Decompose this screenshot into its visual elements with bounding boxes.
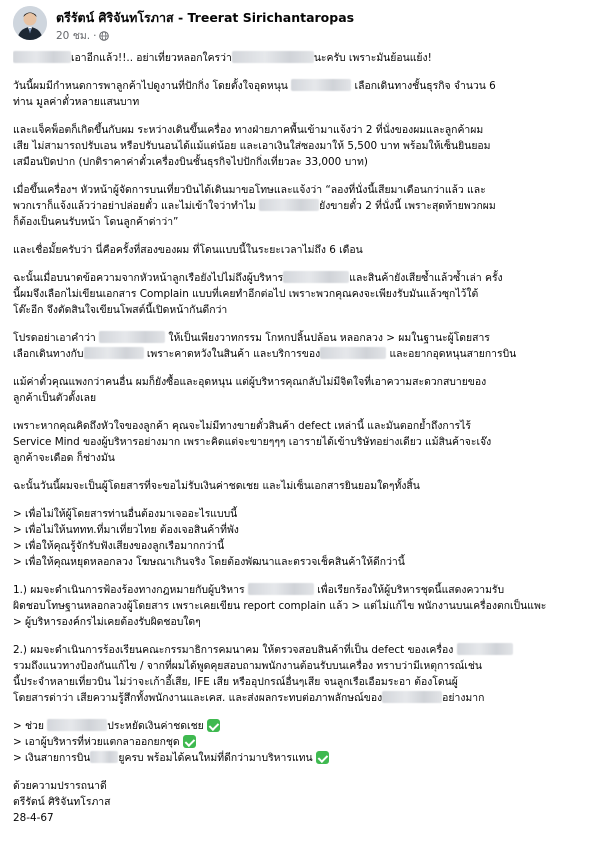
demands-list bbox=[13, 718, 595, 766]
text-line: โต๊ะอีก จึงตัดสินใจเขียนโพสต์นี้เปิดหน้ากันดีกว่า bbox=[13, 304, 228, 316]
text-line bbox=[13, 78, 595, 94]
text-segment: เลือกเดินทางกับ bbox=[13, 348, 84, 360]
author-name[interactable]: ตรีรัตน์ ศิริจันทโรภาส - Treerat Sirichantaropas bbox=[56, 10, 355, 25]
redacted-text bbox=[47, 719, 107, 731]
paragraph-rhetoric bbox=[13, 330, 595, 362]
paragraph-expensive bbox=[13, 374, 595, 406]
text-segment: นะครับ เพราะมันย้อนแย้ง! bbox=[313, 52, 432, 64]
list-item bbox=[13, 718, 595, 734]
text-segment: อย่างมาก bbox=[442, 692, 485, 704]
paragraph-service-mind bbox=[13, 418, 595, 466]
text-segment: โปรดอย่าเอาคำว่า bbox=[13, 332, 96, 344]
text-segment: โดยสารด่าว่า เสียความรู้สึกทั้งพนักงานและเคส. และส่งผลกระทบต่อภาพลักษณ์ของ bbox=[13, 692, 383, 704]
text-line: นี้ผมจึงเลือกไม่เขียนเอกสาร Complain แบบที่เคยทำอีกต่อไป เพราะพวกคุณคงจะเพียงรับมันแล้วซุกไว้ใต้ bbox=[13, 288, 479, 300]
paragraph-petition bbox=[13, 642, 595, 706]
text-line: แม้ค่าตั๋วคุณแพงกว่าคนอื่น ผมก็ยังซื้อและอุดหนุน แต่ผู้บริหารคุณกลับไม่มีจิตใจที่เอาความสะดวกสบายของ bbox=[13, 376, 487, 388]
meta-separator: · bbox=[93, 29, 97, 42]
check-mark-icon bbox=[183, 735, 196, 748]
redacted-text bbox=[232, 51, 314, 63]
paragraph-jackpot bbox=[13, 122, 595, 170]
text-line: ท่าน มูลค่าตั๋วหลายแสนบาท bbox=[13, 96, 140, 108]
text-line: ผิดชอบโทษฐานหลอกลวงผู้โดยสาร เพราะเคยเขียน report complain แล้ว > แต่ไม่แก้ไข พนักงานบนเครื่องตกเป็นแพะ bbox=[13, 600, 547, 612]
text-segment: เพื่อเรียกร้องให้ผู้บริหารชุดนี้แสดงความรับ bbox=[317, 584, 505, 596]
text-segment: พวกเราก็แจ้งแล้วว่าอย่าปล่อยตั๋ว และไม่เข้าใจว่าทำไม bbox=[13, 200, 256, 212]
text-line bbox=[13, 582, 595, 598]
text-line bbox=[13, 642, 595, 658]
list-item bbox=[13, 734, 595, 750]
post-meta bbox=[56, 27, 109, 44]
redacted-text bbox=[90, 751, 118, 763]
paragraph-crew-apology bbox=[13, 182, 595, 230]
text-line: รวมถึงแนวทางป้องกันแก้ไข / จากที่ผมได้พูดคุยสอบถามพนักงานต้อนรับบนเครื่อง ทราบว่ามีเหตุการณ์เช่น bbox=[13, 660, 483, 672]
text-segment: ฉะนั้นเมื่อบนาดข้อความจากหัวหน้าลูกเรือยังไปไม่ถึงผู้บริหาร bbox=[13, 272, 284, 284]
text-segment: เพราะคาดหวังในสินค้า และบริการของ bbox=[146, 348, 321, 360]
text-line: และแจ็คพ็อตก็เกิดขึ้นกับผม ระหว่างเดินขึ้นเครื่อง ทางฝ่ายภาคพื้นเข้ามาแจ้งว่า 2 ที่นั่งของผมและลูกค้าผม bbox=[13, 124, 484, 136]
text-line: ก็ต้องเป็นคนรับหน้า โดนลูกค้าด่าว่า” bbox=[13, 216, 179, 228]
text-segment: และอยากอุดหนุนสายการบิน bbox=[389, 348, 517, 360]
signoff bbox=[13, 778, 595, 826]
text-segment: ยังขายตั๋ว 2 ที่นั่งนี้ เพราะสุดท้ายพวกผม bbox=[319, 200, 496, 212]
author-avatar[interactable] bbox=[13, 6, 47, 40]
text-segment: ประหยัดเงินค่าชดเชย bbox=[107, 720, 204, 732]
redacted-text bbox=[457, 643, 513, 655]
text-line: > ผู้บริหารองค์กรไม่เคยต้องรับผิดชอบใดๆ bbox=[13, 616, 201, 628]
text-line: เสีย ไม่สามารถปรับเอน หรือปรับนอนได้แม้แต่น้อย และเอาเงินใส่ซองมาให้ 5,500 บาท พร้อมให้เซ็นยินยอม bbox=[13, 140, 491, 152]
reasons-list bbox=[13, 506, 595, 570]
text-segment: 2.) ผมจะดำเนินการร้องเรียนคณะกรรมาธิการคมนาคม ให้ตรวจสอบสินค้าที่เป็น defect ของเครื่อง bbox=[13, 644, 454, 656]
text-segment: > เอาผู้บริหารที่ห่วยแตกลาออกยกชุด bbox=[13, 736, 180, 748]
redacted-text bbox=[259, 199, 319, 211]
text-line: ฉะนั้นวันนี้ผมจะเป็นผู้โดยสารที่จะขอไม่รับเงินค่าชดเชย และไม่เซ็นเอกสารยินยอมใดๆทั้งสิ้น bbox=[13, 480, 420, 492]
paragraph-trip bbox=[13, 78, 595, 110]
text-line: ลูกค้าเป็นตัวตั้งเลย bbox=[13, 392, 97, 404]
text-segment: > ช่วย bbox=[13, 720, 44, 732]
paragraph-intro bbox=[13, 50, 595, 66]
redacted-text bbox=[248, 583, 314, 595]
post-time[interactable]: 20 ชม. bbox=[56, 30, 91, 42]
text-segment: > เงินสายการบิน bbox=[13, 752, 91, 764]
text-segment: ให้เป็นเพียงวาทกรรม โกหกปลิ้นปล้อน หลอกลวง > ผมในฐานะผู้โดยสาร bbox=[168, 332, 490, 344]
post-body bbox=[13, 50, 595, 829]
text-segment: ยูครบ พร้อมได้คนใหม่ที่ดีกว่ามาบริหารแทน bbox=[118, 752, 313, 764]
avatar-photo-icon bbox=[13, 6, 47, 40]
text-line bbox=[13, 198, 595, 214]
list-item: > เพื่อให้คุณรู้จักรับฟังเสียงของลูกเรือมากกว่านี้ bbox=[13, 540, 225, 552]
text-line: และเชื่อมั้ยครับว่า นี่คือครั้งที่สองของผม ที่โดนแบบนี้ในระยะเวลาไม่ถึง 6 เดือน bbox=[13, 244, 363, 256]
text-line: นี้ประจำหลายเที่ยวบิน ไม่ว่าจะเก้าอี้เสีย, IFE เสีย หรืออุปกรณ์อื่นๆเสีย จนลูกเรือเอือมระอา ต้องโดนผู้ bbox=[13, 676, 458, 688]
text-line: ลูกค้าจะเดือด ก็ช่างมัน bbox=[13, 452, 115, 464]
text-line: เสมือนปิดปาก (ปกติราคาค่าตั๋วเครื่องบินชั้นธุรกิจไปปักกิ่งเที่ยวละ 33,000 บาท) bbox=[13, 156, 368, 168]
text-line bbox=[13, 690, 595, 706]
text-line bbox=[13, 346, 595, 362]
list-item: > เพื่อไม่ให้นททท.ที่มาเที่ยวไทย ต้องเจอสินค้าที่พัง bbox=[13, 524, 239, 536]
text-segment: และสินค้ายังเสียซ้ำแล้วซ้ำเล่า ครั้ง bbox=[349, 272, 503, 284]
text-line: เพราะหากคุณคิดถึงหัวใจของลูกค้า คุณจะไม่มีทางขายตั๋วสินค้า defect เหล่านี้ และมันตอกย้ำถึงการไร้ bbox=[13, 420, 471, 432]
text-line: เมื่อขึ้นเครื่องฯ หัวหน้าผู้จัดการบนเที่ยวบินได้เดินมาขอโทษและแจ้งว่า “ลองที่นั่งนี้เสียมาเดือนกว่าแล้ว และ bbox=[13, 184, 486, 196]
text-line bbox=[13, 330, 595, 346]
redacted-text bbox=[382, 691, 442, 703]
signoff-name: ตรีรัตน์ ศิริจันทโรภาส bbox=[13, 796, 111, 808]
signoff-date: 28-4-67 bbox=[13, 812, 54, 824]
text-line: Service Mind ของผู้บริหารอย่างมาก เพราะคิดแต่จะขายๆๆๆ เอารายได้เข้าบริษัทอย่างเดียว แม้สินค้าจะเจ๊ง bbox=[13, 436, 492, 448]
signoff-greeting: ด้วยความปรารถนาดี bbox=[13, 780, 107, 792]
list-item bbox=[13, 750, 595, 766]
globe-icon[interactable] bbox=[99, 31, 109, 41]
check-mark-icon bbox=[207, 719, 220, 732]
text-line bbox=[13, 270, 595, 286]
text-segment: เอาอีกแล้ว!!.. อย่าเที่ยวหลอกใครว่า bbox=[71, 52, 232, 64]
text-line bbox=[13, 50, 595, 66]
list-item: > เพื่อให้คุณหยุดหลอกลวง โฆษณาเกินจริง โดยต้องพัฒนาและตรวจเช็คสินค้าให้ดีกว่านี้ bbox=[13, 556, 405, 568]
redacted-text bbox=[320, 347, 386, 359]
paragraph-lawsuit bbox=[13, 582, 595, 630]
text-segment: 1.) ผมจะดำเนินการฟ้องร้องทางกฎหมายกับผู้บริหาร bbox=[13, 584, 245, 596]
paragraph-second-time bbox=[13, 242, 595, 258]
redacted-text bbox=[13, 51, 71, 63]
paragraph-refuse bbox=[13, 478, 595, 494]
redacted-text bbox=[99, 331, 165, 343]
text-segment: วันนี้ผมมีกำหนดการพาลูกค้าไปดูงานที่ปักกิ่ง โดยตั้งใจอุดหนุน bbox=[13, 80, 288, 92]
redacted-text bbox=[84, 347, 144, 359]
paragraph-complain bbox=[13, 270, 595, 318]
post-header bbox=[0, 0, 605, 46]
text-segment: เลือกเดินทางชั้นธุรกิจ จำนวน 6 bbox=[354, 80, 496, 92]
list-item: > เพื่อไม่ให้ผู้โดยสารท่านอื่นต้องมาเจออะไรแบบนี้ bbox=[13, 508, 238, 520]
redacted-text bbox=[283, 271, 349, 283]
redacted-text bbox=[291, 79, 351, 91]
check-mark-icon bbox=[316, 751, 329, 764]
